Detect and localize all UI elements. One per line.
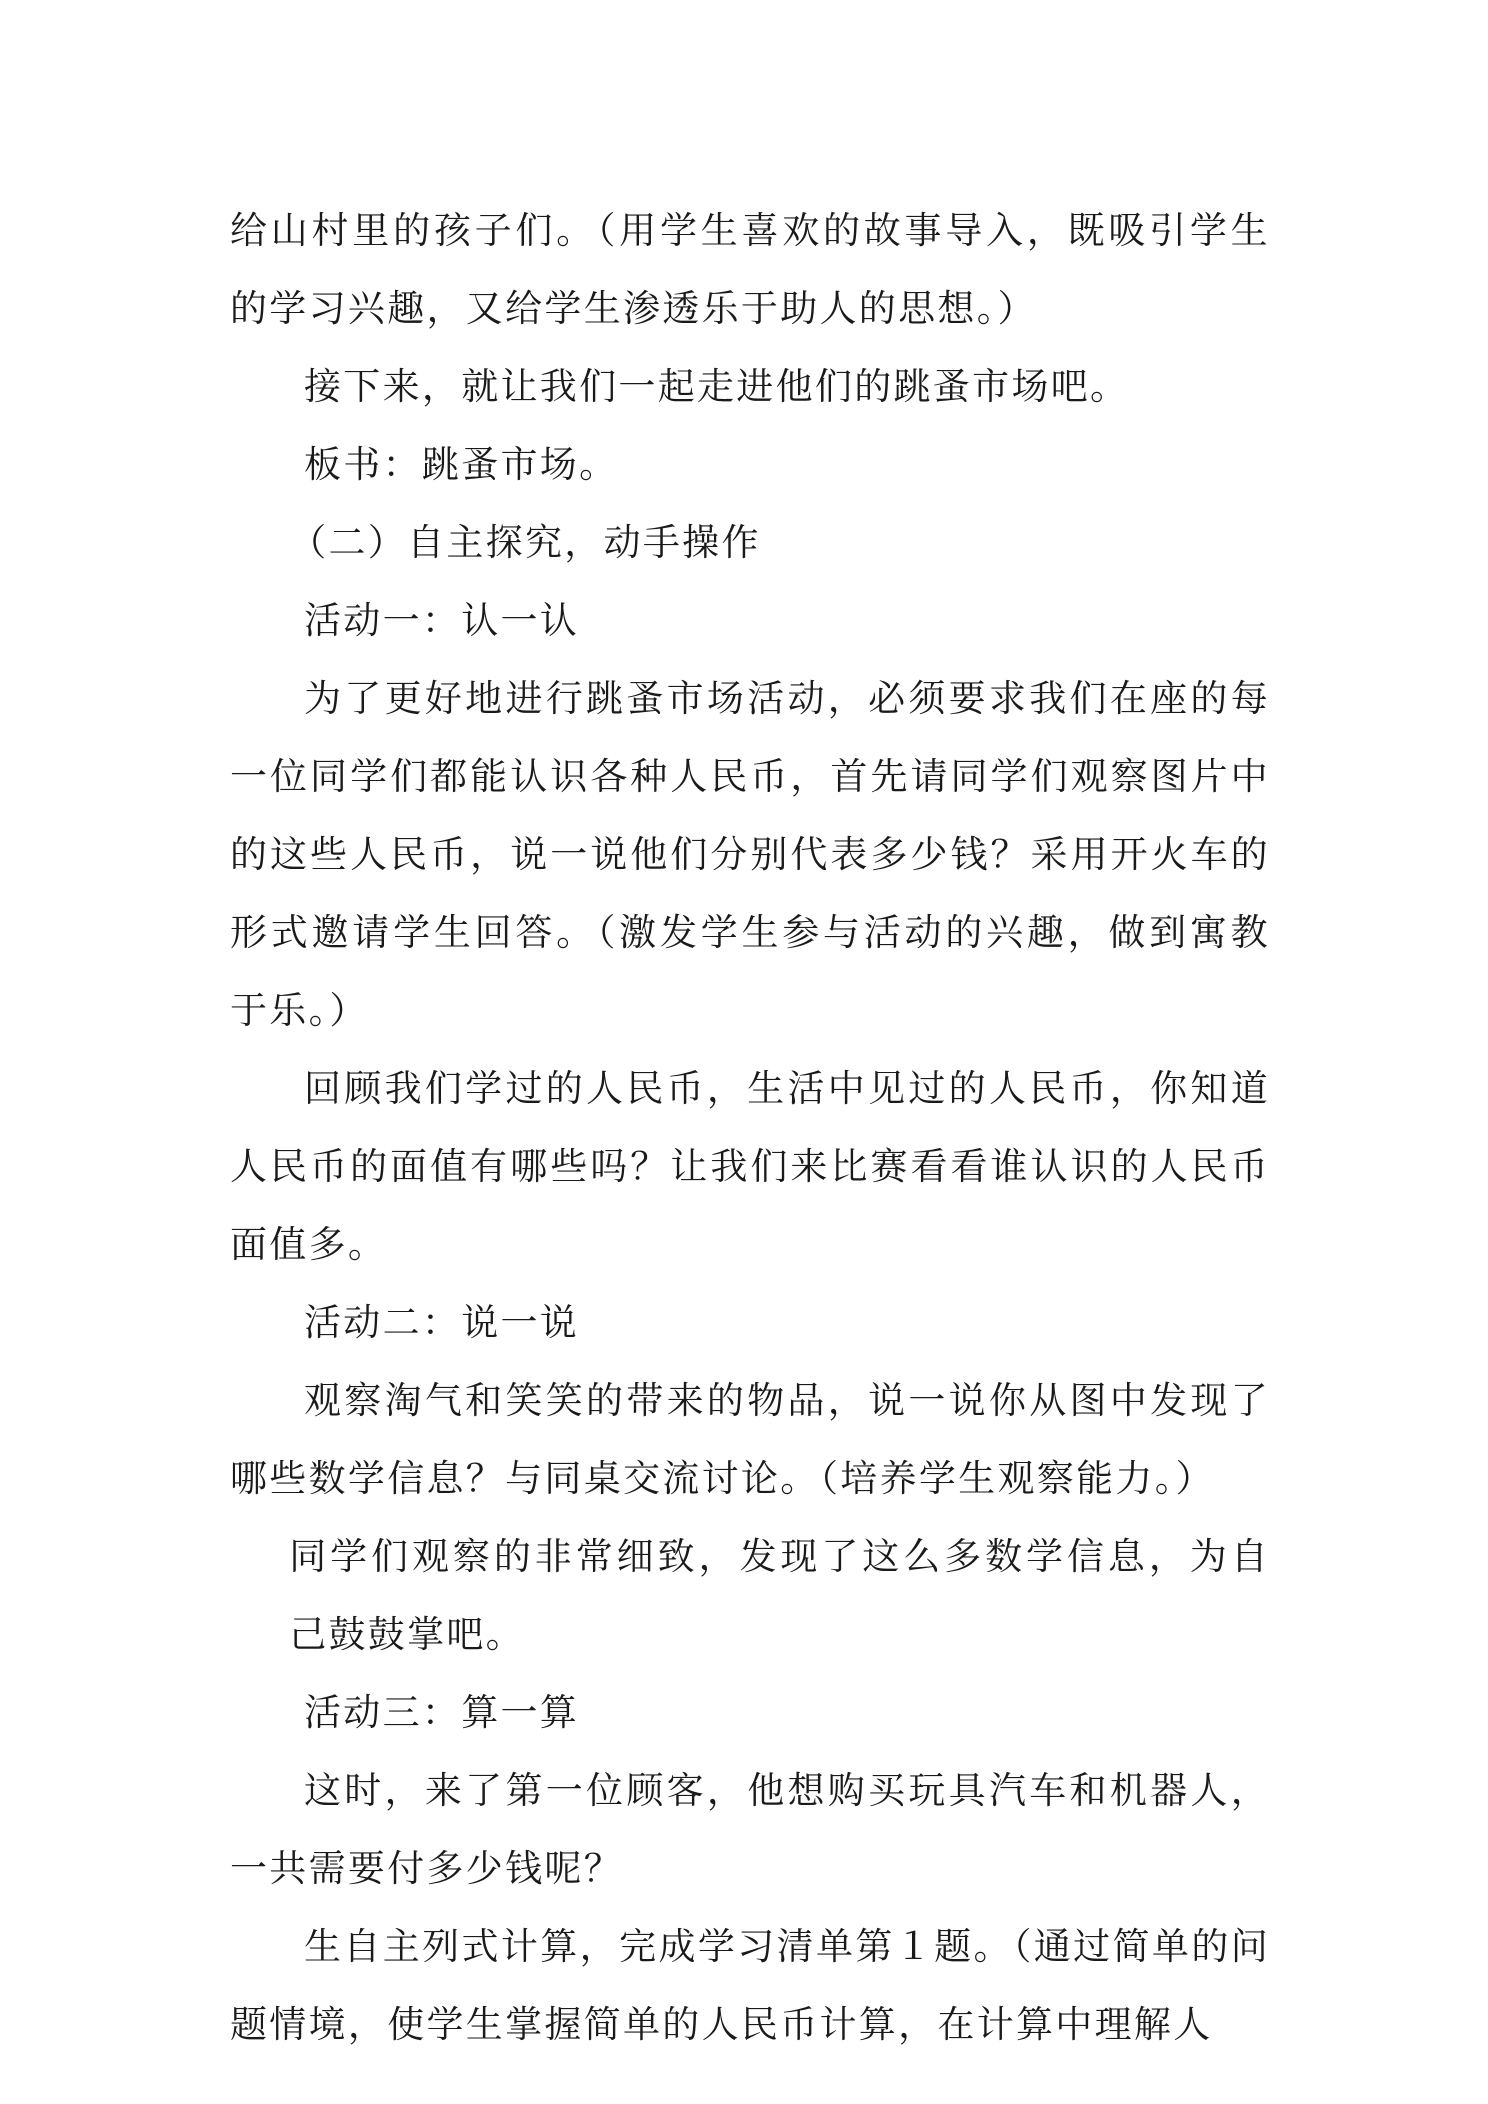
activity-heading-2: 活动二：说一说 [304, 1301, 580, 1344]
paragraph-activity-3: 这时，来了第一位顾客，他想购买玩具汽车和机器人，一共需要付多少钱呢？ [230, 1769, 1270, 1890]
paragraph-activity-1: 为了更好地进行跳蚤市场活动，必须要求我们在座的每一位同学们都能认识各种人民币，首先请同学们观察图片中的这些人民币，说一说他们分别代表多少钱？采用开火车的形式邀请学生回答。（激发学生参与活动的兴趣，做到寓教于乐。） [230, 677, 1270, 1032]
activity-heading-3: 活动三：算一算 [304, 1691, 580, 1734]
paragraph-calculation: 生自主列式计算，完成学习清单第１题。（通过简单的问题情境，使学生掌握简单的人民币计算，在计算中理解人 [230, 1925, 1270, 2046]
paragraph-review: 回顾我们学过的人民币，生活中见过的人民币，你知道人民币的面值有哪些吗？让我们来比赛看看谁认识的人民币面值多。 [230, 1067, 1270, 1266]
paragraph-intro: 接下来，就让我们一起走进他们的跳蚤市场吧。 [304, 365, 1130, 408]
paragraph-continuation: 给山村里的孩子们。（用学生喜欢的故事导入，既吸引学生的学习兴趣，又给学生渗透乐于助人的思想。） [230, 209, 1270, 330]
section-heading: （二）自主探究，动手操作 [289, 521, 761, 564]
activity-heading-1: 活动一：认一认 [304, 599, 580, 642]
document-body [230, 192, 1270, 2064]
paragraph-board-note: 板书：跳蚤市场。 [304, 443, 619, 486]
paragraph-activity-2: 观察淘气和笑笑的带来的物品，说一说你从图中发现了哪些数学信息？与同桌交流讨论。（培养学生观察能力。） [230, 1379, 1270, 1500]
paragraph-praise: 同学们观察的非常细致，发现了这么多数学信息，为自己鼓鼓掌吧。 [289, 1535, 1270, 1656]
